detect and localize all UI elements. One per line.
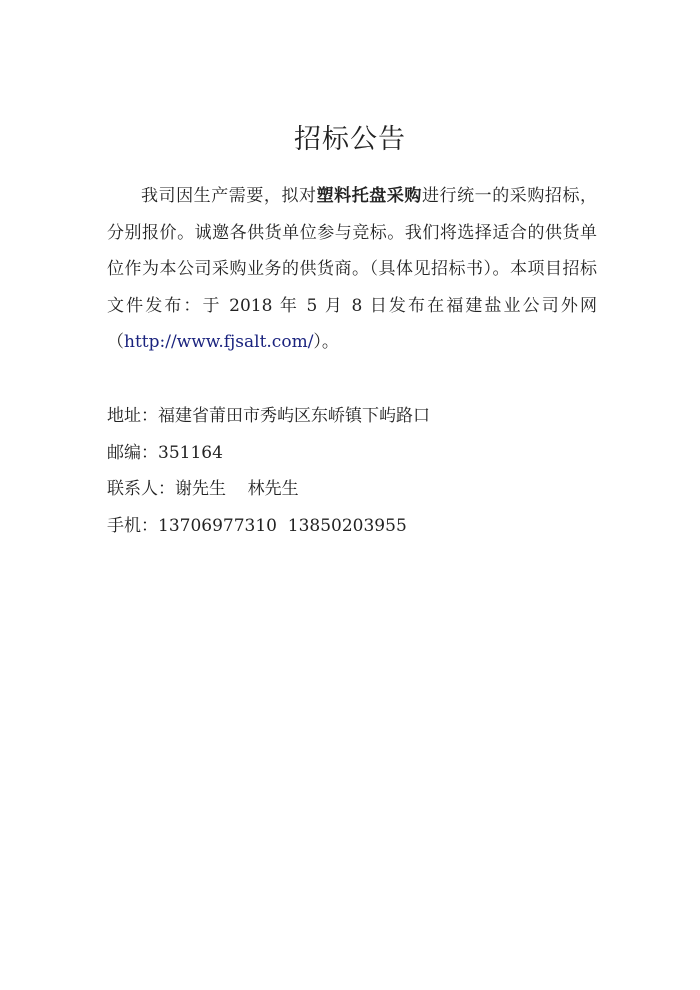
postcode-value: 351164 — [158, 442, 223, 463]
postcode-label: 邮编： — [107, 442, 158, 463]
paragraph-text-2: 进行统一的采购招标，分别报价。诚邀各供货单位参与竞标。我们将选择适合的供货单位作为本公司采购业务的供货商。（具体见招标书）。本项目招标文件发布：于 2018 年 5 月 8 日发布在福建盐业公司外网（ — [107, 186, 598, 352]
contact-person-label: 联系人： — [107, 479, 175, 499]
phone-line — [107, 508, 597, 545]
website-link[interactable]: http://www.fjsalt.com/ — [124, 332, 314, 352]
phone-value: 13706977310 13850203955 — [158, 515, 407, 536]
address-line — [107, 398, 597, 435]
address-label: 地址： — [107, 406, 158, 426]
contact-block — [107, 398, 597, 544]
procurement-item-highlight: 塑料托盘采购 — [316, 186, 422, 206]
paragraph-text-3: ）。 — [313, 332, 339, 352]
paragraph-text-1: 我司因生产需要，拟对 — [141, 186, 317, 206]
contact-person-value: 谢先生 林先生 — [175, 479, 299, 499]
address-value: 福建省莆田市秀屿区东峤镇下屿路口 — [158, 406, 430, 426]
announcement-paragraph — [107, 178, 597, 361]
postcode-line — [107, 435, 597, 472]
contact-person-line — [107, 471, 597, 508]
page-title: 招标公告 — [294, 124, 406, 155]
phone-label: 手机： — [107, 515, 158, 536]
